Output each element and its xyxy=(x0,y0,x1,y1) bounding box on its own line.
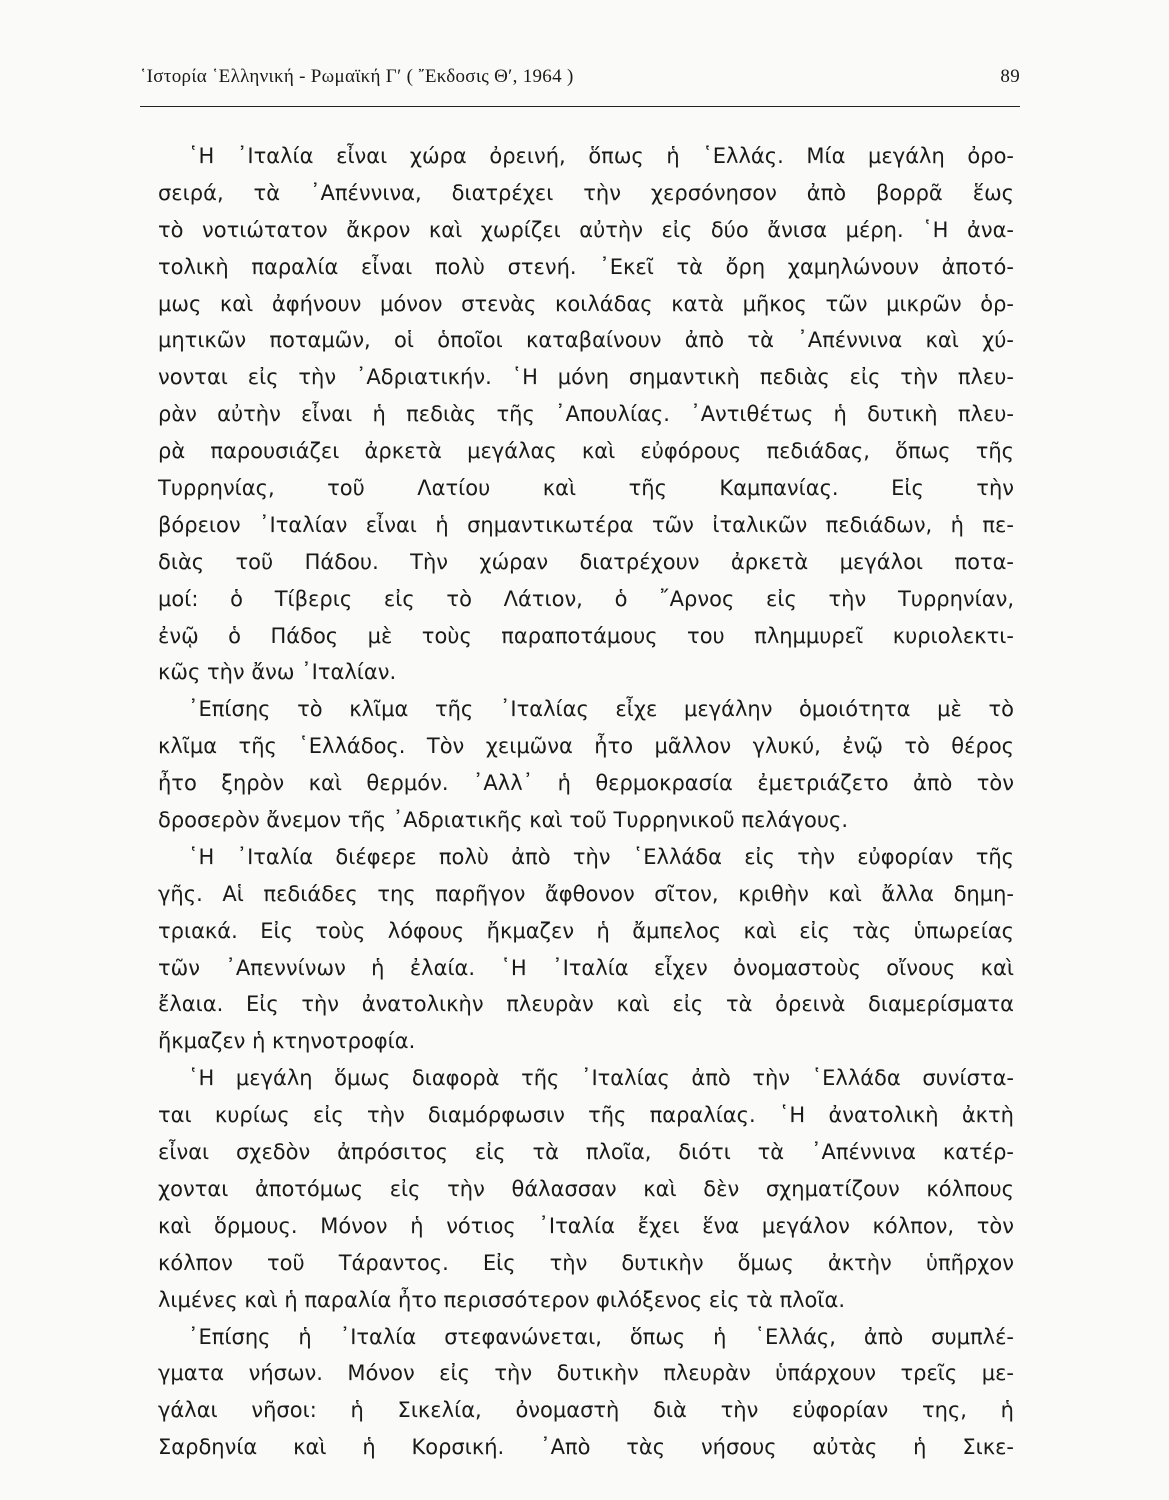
text-line: ᾿Επίσης ἡ ᾿Ιταλία στεφανώνεται, ὅπως ἡ ῾Ελλάς, ἀπὸ συμπλέ- xyxy=(188,1324,1014,1349)
body-text xyxy=(158,138,1014,1466)
text-line: ἦτο ξηρὸν καὶ θερμόν. ᾿Αλλ᾿ ἡ θερμοκρασία ἐμετριάζετο ἀπὸ τὸν xyxy=(158,771,1014,796)
text-line: Σαρδηνία καὶ ἡ Κορσική. ᾿Απὸ τὰς νήσους αὐτὰς ἡ Σικε- xyxy=(158,1435,1014,1460)
text-line: ῾Η μεγάλη ὅμως διαφορὰ τῆς ᾿Ιταλίας ἀπὸ τὴν ῾Ελλάδα συνίστα- xyxy=(188,1066,1014,1091)
text-line: χονται ἀποτόμως εἰς τὴν θάλασσαν καὶ δὲν σχηματίζουν κόλπους xyxy=(158,1176,1014,1201)
text-line: ῾Η ᾿Ιταλία εἶναι χώρα ὀρεινή, ὅπως ἡ ῾Ελλάς. Μία μεγάλη ὀρο- xyxy=(188,144,1014,168)
text-line: ῾Η ᾿Ιταλία διέφερε πολὺ ἀπὸ τὴν ῾Ελλάδα εἰς τὴν εὐφορίαν τῆς xyxy=(188,844,1014,869)
text-line: μοί: ὁ Τίβερις εἰς τὸ Λάτιον, ὁ ῎Αρνος εἰς τὴν Τυρρηνίαν, xyxy=(158,586,1014,611)
header-rule xyxy=(140,106,1020,107)
text-line: τῶν ᾿Απεννίνων ἡ ἐλαία. ῾Η ᾿Ιταλία εἶχεν ὀνομαστοὺς οἴνους καὶ xyxy=(158,955,1014,980)
text-line: βόρειον ᾿Ιταλίαν εἶναι ἡ σημαντικωτέρα τῶν ἰταλικῶν πεδιάδων, ἡ πε- xyxy=(158,512,1014,537)
text-line: τριακά. Εἰς τοὺς λόφους ἤκμαζεν ἡ ἄμπελος καὶ εἰς τὰς ὑπωρείας xyxy=(158,918,1014,943)
text-line: ρὰν αὐτὴν εἶναι ἡ πεδιὰς τῆς ᾿Απουλίας. ᾿Αντιθέτως ἡ δυτικὴ πλευ- xyxy=(158,402,1014,427)
text-line: δροσερὸν ἄνεμον τῆς ᾿Αδριατικῆς καὶ τοῦ Τυρρηνικοῦ πελάγους. xyxy=(158,808,849,833)
text-line: μως καὶ ἀφήνουν μόνον στενὰς κοιλάδας κατὰ μῆκος τῶν μικρῶν ὁρ- xyxy=(158,291,1014,316)
text-line: ἤκμαζεν ἡ κτηνοτροφία. xyxy=(158,1029,416,1054)
text-line: τολικὴ παραλία εἶναι πολὺ στενή. ᾿Εκεῖ τὰ ὄρη χαμηλώνουν ἀποτό- xyxy=(158,254,1014,279)
text-line: διὰς τοῦ Πάδου. Τὴν χώραν διατρέχουν ἀρκετὰ μεγάλοι ποτα- xyxy=(158,549,1014,574)
text-line: εἶναι σχεδὸν ἀπρόσιτος εἰς τὰ πλοῖα, διότι τὰ ᾿Απέννινα κατέρ- xyxy=(158,1140,1014,1165)
text-line: τὸ νοτιώτατον ἄκρον καὶ χωρίζει αὐτὴν εἰς δύο ἄνισα μέρη. ῾Η ἀνα- xyxy=(158,217,1014,242)
running-title: ῾Ιστορία ῾Ελληνική - Ρωμαϊκή Γ′ ( ῎Εκδοσις Θ′, 1964 ) xyxy=(140,66,574,87)
text-line: γματα νήσων. Μόνον εἰς τὴν δυτικὴν πλευρὰν ὑπάρχουν τρεῖς με- xyxy=(158,1361,1014,1386)
text-line: καὶ ὅρμους. Μόνον ἡ νότιος ᾿Ιταλία ἔχει ἕνα μεγάλον κόλπον, τὸν xyxy=(158,1213,1014,1238)
running-header xyxy=(140,66,1020,88)
text-line: κλῖμα τῆς ῾Ελλάδος. Τὸν χειμῶνα ἦτο μᾶλλον γλυκύ, ἐνῷ τὸ θέρος xyxy=(158,734,1014,759)
text-line: ἔλαια. Εἰς τὴν ἀνατολικὴν πλευρὰν καὶ εἰς τὰ ὀρεινὰ διαμερίσματα xyxy=(158,992,1014,1017)
text-line: κόλπον τοῦ Τάραντος. Εἰς τὴν δυτικὴν ὅμως ἀκτὴν ὑπῆρχον xyxy=(158,1250,1014,1275)
text-line: Τυρρηνίας, τοῦ Λατίου καὶ τῆς Καμπανίας. Εἰς τὴν xyxy=(158,476,1014,501)
page-number: 89 xyxy=(1000,66,1020,87)
text-line: κῶς τὴν ἄνω ᾿Ιταλίαν. xyxy=(158,660,397,685)
text-line: νονται εἰς τὴν ᾿Αδριατικήν. ῾Η μόνη σημαντικὴ πεδιὰς εἰς τὴν πλευ- xyxy=(158,365,1014,390)
text-line: ἐνῷ ὁ Πάδος μὲ τοὺς παραποτάμους του πλημμυρεῖ κυριολεκτι- xyxy=(158,623,1014,648)
text-line: λιμένες καὶ ἡ παραλία ἦτο περισσότερον φιλόξενος εἰς τὰ πλοῖα. xyxy=(158,1287,846,1312)
text-line: μητικῶν ποταμῶν, οἱ ὁποῖοι καταβαίνουν ἀπὸ τὰ ᾿Απέννινα καὶ χύ- xyxy=(158,328,1014,353)
text-line: σειρά, τὰ ᾿Απέννινα, διατρέχει τὴν χερσόνησον ἀπὸ βορρᾶ ἕως xyxy=(158,180,1014,205)
text-line: ρὰ παρουσιάζει ἀρκετὰ μεγάλας καὶ εὐφόρους πεδιάδας, ὅπως τῆς xyxy=(158,439,1014,464)
text-line: γῆς. Αἱ πεδιάδες της παρῆγον ἄφθονον σῖτον, κριθὴν καὶ ἄλλα δημη- xyxy=(158,881,1014,906)
text-line: ᾿Επίσης τὸ κλῖμα τῆς ᾿Ιταλίας εἶχε μεγάλην ὁμοιότητα μὲ τὸ xyxy=(188,697,1014,722)
text-line: γάλαι νῆσοι: ἡ Σικελία, ὀνομαστὴ διὰ τὴν εὐφορίαν της, ἡ xyxy=(158,1398,1014,1423)
text-line: ται κυρίως εἰς τὴν διαμόρφωσιν τῆς παραλίας. ῾Η ἀνατολικὴ ἀκτὴ xyxy=(158,1103,1014,1128)
